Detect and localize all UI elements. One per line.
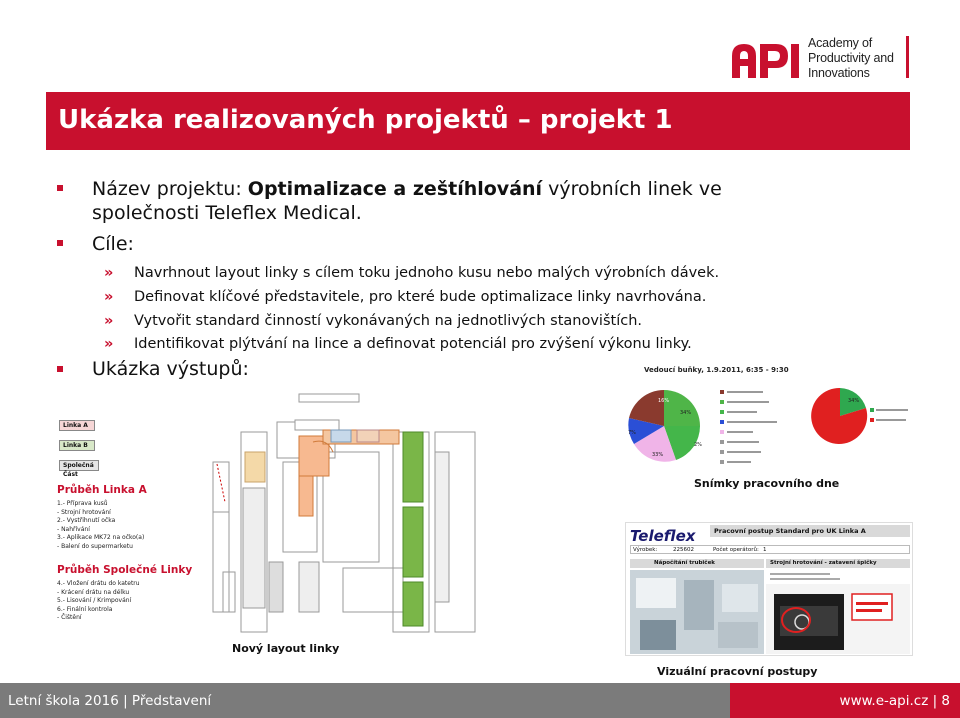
pie1-slice xyxy=(664,390,700,426)
footer-bar xyxy=(0,683,960,718)
bullet-square-icon xyxy=(57,366,63,372)
pie1-label: 33% xyxy=(652,452,664,458)
caption-visual-work-instructions: Vizuální pracovní postupy xyxy=(657,665,818,678)
pie1-label: 16% xyxy=(658,398,670,404)
caption-layout: Nový layout linky xyxy=(232,642,340,655)
project-name-line-2: společnosti Teleflex Medical. xyxy=(92,202,362,224)
logo-wordmark: Academy of Productivity and Innovations xyxy=(808,36,894,80)
pie1-label: 2% xyxy=(694,442,702,448)
work-instruction-image xyxy=(625,522,913,656)
steps-linka-a: 1.- Příprava kusů - Strojní hrotování 2.- Vystřihnutí očka - Nahřívání 3.- Aplikace MK72 na očko(a) - Balení do supermarketu xyxy=(57,500,145,550)
teleflex-logo: Teleflex xyxy=(630,527,696,545)
section-hrotovani: Strojní hrotování - zatavení špičky xyxy=(766,559,910,568)
pie1-legend xyxy=(720,388,790,466)
pie-chart-2 xyxy=(810,386,870,446)
goal-item: » Identifikovat plýtvání na lince a definovat potenciál pro zvýšení výkonu linky. xyxy=(104,336,692,352)
heading-prubeh-spolecne-linky: Průběh Společné Linky xyxy=(57,564,193,576)
chevron-icon: » xyxy=(104,289,114,305)
doc-fields: Výrobek: 225602 Počet operátorů: 1 xyxy=(630,545,910,554)
legend-linka-a: Linka A xyxy=(59,420,95,431)
title-band xyxy=(46,92,910,150)
outputs-label: Ukázka výstupů: xyxy=(92,358,249,380)
pie-chart-1 xyxy=(624,386,704,466)
project-name-bold: Optimalizace a zeštíhlování xyxy=(247,178,543,200)
goal-item: » Definovat klíčové představitele, pro které bude optimalizace linky navrhována. xyxy=(104,289,707,305)
pie2-legend xyxy=(870,406,910,428)
chart-heading: Vedoucí buňky, 1.9.2011, 6:35 - 9:30 xyxy=(644,366,789,374)
pie1-label: 34% xyxy=(680,410,692,416)
project-name-line: Název projektu: Optimalizace a zeštíhlování výrobních linek ve xyxy=(92,178,722,200)
floor-plan-drawing xyxy=(203,392,503,642)
api-logo-mark-icon xyxy=(730,38,802,80)
day-snapshot-image xyxy=(620,362,910,470)
chevron-icon: » xyxy=(104,336,114,352)
goal-item: » Navrhnout layout linky s cílem toku jednoho kusu nebo malých výrobních dávek. xyxy=(104,265,720,281)
chevron-icon: » xyxy=(104,265,114,281)
footer-website-page: www.e-api.cz | 8 xyxy=(839,693,950,709)
legend-linka-b: Linka B xyxy=(59,440,95,451)
section-napocitani: Nápočítání trubiček xyxy=(630,559,764,568)
bullet-square-icon xyxy=(57,185,63,191)
caption-day-snapshots: Snímky pracovního dne xyxy=(694,477,840,490)
goal-item: » Vytvořit standard činností vykonávaných na jednotlivých stanovištích. xyxy=(104,313,642,329)
pie2-label: 34% xyxy=(848,398,860,404)
footer-event-label: Letní škola 2016 | Představení xyxy=(8,693,212,709)
heading-prubeh-linka-a: Průběh Linka A xyxy=(57,484,147,496)
logo-divider xyxy=(906,36,909,78)
footer-accent xyxy=(730,683,960,718)
slide-title: Ukázka realizovaných projektů – projekt 1 xyxy=(58,105,673,135)
workstation-photos xyxy=(630,570,910,654)
doc-title: Pracovní postup Standard pro UK Linka A xyxy=(710,525,910,537)
goals-label: Cíle: xyxy=(92,233,134,255)
bullet-square-icon xyxy=(57,240,63,246)
legend-spolecna-cast: Společná Část xyxy=(59,460,99,471)
chevron-icon: » xyxy=(104,313,114,329)
pie1-label: 7% xyxy=(628,430,636,436)
layout-image xyxy=(55,392,505,642)
company-logo xyxy=(730,30,930,86)
steps-spolecne-linky: 4.- Vložení drátu do katetru - Krácení drátu na délku 5.- Lisování / Krimpování 6.- Finální kontrola - Čištění xyxy=(57,580,140,622)
